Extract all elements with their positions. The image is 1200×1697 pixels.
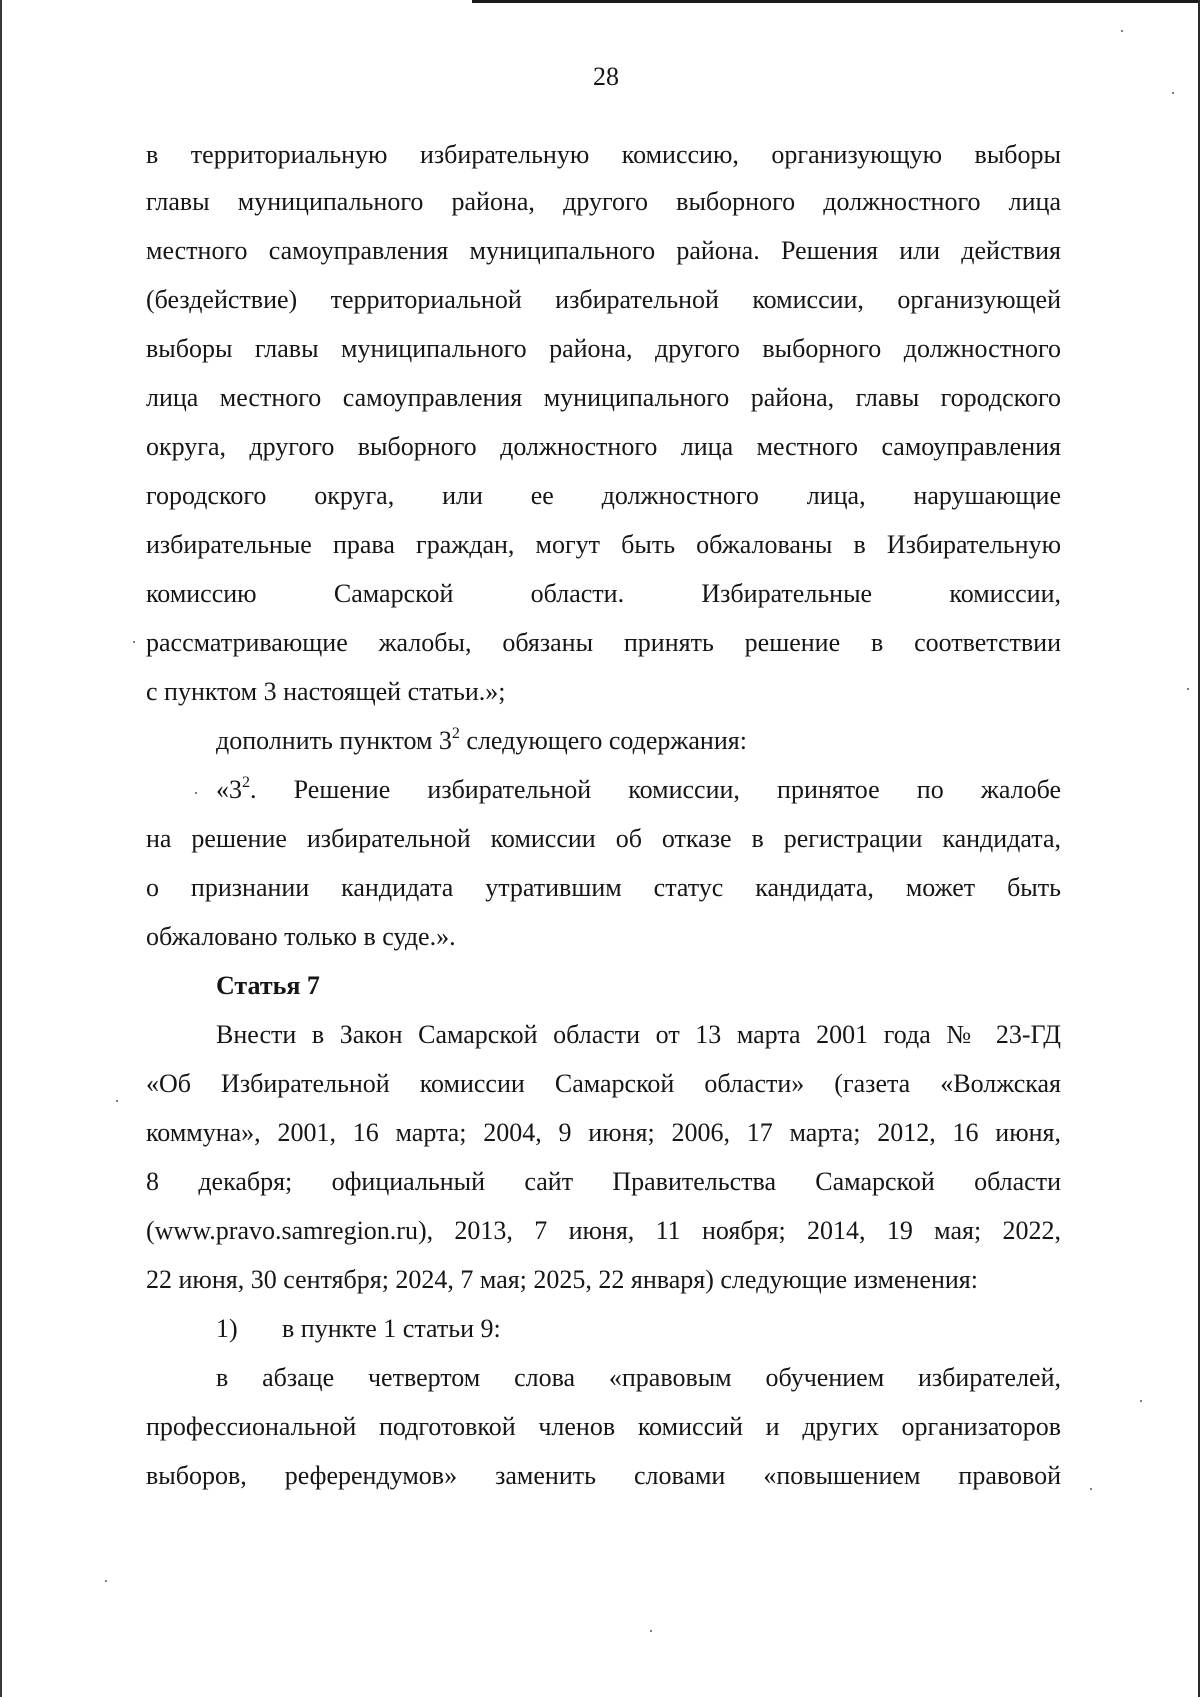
text-line: «Об Избирательной комиссии Самарской области» (газета «Волжская: [146, 1069, 1061, 1098]
text-line: Внести в Закон Самарской области от 13 марта 2001 года № 23-ГД: [216, 1020, 1061, 1049]
superscript: 2: [451, 725, 460, 742]
text-line: в абзаце четвертом слова «правовым обучением избирателей,: [216, 1363, 1061, 1392]
text-line: комиссию Самарской области. Избирательные комиссии,: [146, 579, 1061, 608]
scan-speck: [195, 792, 197, 794]
scan-left-edge: [0, 0, 2, 1697]
scan-speck: [1172, 92, 1174, 94]
text-line: коммуна», 2001, 16 марта; 2004, 9 июня; 2006, 17 марта; 2012, 16 июня,: [146, 1118, 1061, 1147]
scan-speck: [116, 1100, 118, 1102]
page-number: 28: [593, 62, 619, 91]
clause-text: . Решение избирательной комиссии, принятое по жалобе: [250, 775, 1061, 804]
list-item-number: 1): [216, 1314, 238, 1343]
scan-top-edge: [472, 0, 1200, 3]
scan-speck: [133, 641, 135, 643]
text-line: избирательные права граждан, могут быть обжалованы в Избирательную: [146, 530, 1061, 559]
text-line: местного самоуправления муниципального района. Решения или действия: [146, 236, 1061, 265]
clause-line: [216, 775, 1061, 805]
scan-speck: [1090, 1488, 1092, 1490]
scan-speck: [650, 1630, 652, 1632]
text-line: с пунктом 3 настоящей статьи.»;: [146, 677, 506, 706]
clause-number: [216, 775, 250, 804]
clause-open: «3: [216, 775, 242, 804]
text-line: 8 декабря; официальный сайт Правительства Самарской области: [146, 1167, 1061, 1196]
text-line: выборов, референдумов» заменить словами «повышением правовой: [146, 1461, 1061, 1490]
text-line: лица местного самоуправления муниципального района, главы городского: [146, 383, 1061, 412]
text-line: 22 июня, 30 сентября; 2024, 7 мая; 2025, 22 января) следующие изменения:: [146, 1265, 978, 1294]
text-line: рассматривающие жалобы, обязаны принять решение в соответствии: [146, 628, 1061, 657]
list-item-text: в пункте 1 статьи 9:: [282, 1314, 501, 1343]
text-line: профессиональной подготовкой членов комиссий и других организаторов: [146, 1412, 1061, 1441]
text-line: округа, другого выборного должностного лица местного самоуправления: [146, 432, 1061, 461]
scan-speck: [1140, 1400, 1142, 1402]
article-heading: Статья 7: [216, 971, 320, 1000]
scan-speck: [1121, 30, 1123, 32]
text-line: обжаловано только в суде.».: [146, 922, 456, 951]
supplement-text: дополнить пунктом 3: [216, 726, 452, 755]
text-line: о признании кандидата утратившим статус кандидата, может быть: [146, 873, 1061, 902]
scan-speck: [105, 1580, 107, 1582]
superscript: 2: [242, 774, 250, 791]
supplement-line: [216, 726, 1061, 756]
scan-speck: [1187, 688, 1189, 690]
text-line: в территориальную избирательную комиссию, организующую выборы: [146, 140, 1061, 169]
text-line: выборы главы муниципального района, другого выборного должностного: [146, 334, 1061, 363]
supplement-text-end: следующего содержания:: [459, 726, 747, 755]
text-line: городского округа, или ее должностного лица, нарушающие: [146, 481, 1061, 510]
text-line: (www.pravo.samregion.ru), 2013, 7 июня, 11 ноября; 2014, 19 мая; 2022,: [146, 1216, 1061, 1245]
text-line: на решение избирательной комиссии об отказе в регистрации кандидата,: [146, 824, 1061, 853]
text-line: главы муниципального района, другого выборного должностного лица: [146, 187, 1061, 216]
list-item: [216, 1314, 1061, 1344]
text-line: (бездействие) территориальной избирательной комиссии, организующей: [146, 285, 1061, 314]
